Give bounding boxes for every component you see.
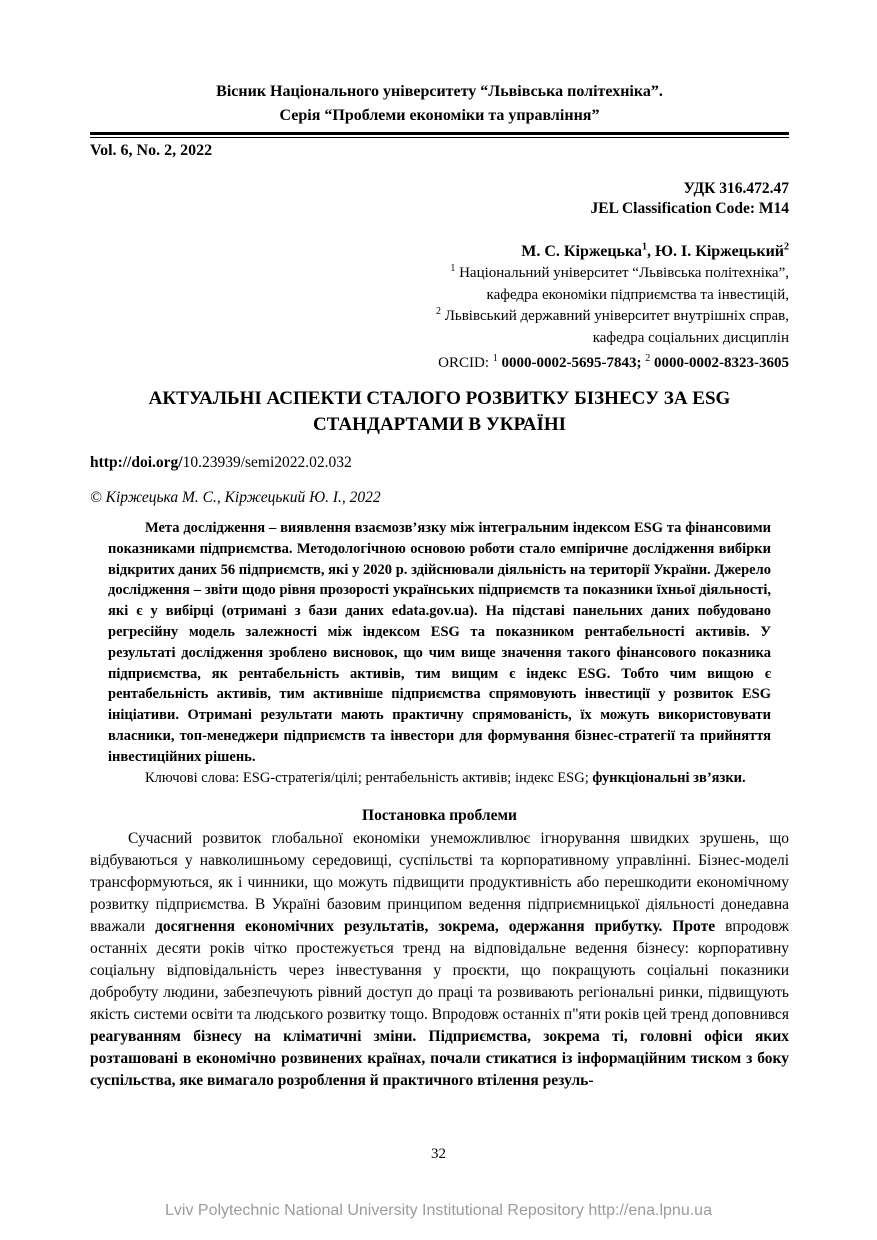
doi-suffix: 10.23939/semi2022.02.032 xyxy=(182,454,352,471)
author-1-footnote-mark: 1 xyxy=(641,241,647,253)
keywords-bold-tail: функціональні зв’язки. xyxy=(592,769,746,786)
orcid-label: ORCID: xyxy=(438,355,493,371)
copyright-line: © Кіржецька М. С., Кіржецький Ю. І., 2022 xyxy=(90,489,381,506)
affiliation-line: $^2$ Львівський державний університет внутрішніх справ, xyxy=(435,306,789,324)
orcid-footnote-mark-1: 1 xyxy=(492,353,498,364)
orcid-id-2: 0000-0002-8323-3605 xyxy=(654,355,789,371)
article-title: АКТУАЛЬНІ АСПЕКТИ СТАЛОГО РОЗВИТКУ БІЗНЕСУ ЗА ESG СТАНДАРТАМИ В УКРАЇНІ xyxy=(148,388,731,435)
doi-prefix: http://doi.org/ xyxy=(90,454,183,471)
keywords-line xyxy=(108,768,771,789)
orcid-line xyxy=(90,353,789,374)
journal-series: Серія “Проблеми економіки та управління” xyxy=(279,107,600,124)
orcid-footnote-mark-2: 2 xyxy=(645,353,651,364)
body-paragraph xyxy=(90,828,789,1092)
paragraph-run-bold: досягнення економічних результатів, зокрема, одержання прибутку. Проте xyxy=(155,918,716,936)
repository-footer-link[interactable]: Lviv Polytechnic National University Institutional Repository http://ena.lpnu.ua xyxy=(165,1202,712,1219)
journal-title: Вісник Національного університету “Львівська політехніка”. xyxy=(216,83,663,100)
udc-code: УДК 316.472.47 xyxy=(683,180,789,197)
paragraph-run: впродовж останніх десяти років чітко простежується тренд на відповідальне ведення бізнесу: корпоративну соціальну відповідальність через інвестування у проєкти, що покращують соціальні показники добробуту людини, забезпечують рівний доступ до праці та розвивають регіональні ринки, підвищують якість системи освіти та людського розвитку тощо. Впродовж останніх п"яти років цей тренд доповнився xyxy=(90,918,789,1024)
affiliation-line: $^1$ Національний університет “Львівська політехніка”, xyxy=(450,263,789,281)
paragraph-run: Сучасний розвиток глобальної економіки унеможливлює ігнорування швидких зрушень, що відбуваються у навколишньому середовищі, суспільстві та корпоративному управлінні. Бізнес-моделі трансформуються, як і чинники, що можуть підвищити продуктивність або перешкодити економічному розвитку підприємства. В Україні базовим принципом ведення підприємницької діяльності донедавна вважали xyxy=(90,830,789,936)
section-heading: Постановка проблеми xyxy=(362,807,517,825)
paragraph-run-bold: реагуванням бізнесу на кліматичні зміни. Підприємства, зокрема ті, головні офіси яких розташовані в економічно розвинених країнах, почали стикатися із інформаційним тиском з боку суспільства, яке вимагало розроблення й практичного втілення резуль- xyxy=(90,1028,789,1090)
journal-header xyxy=(90,80,789,128)
abstract-block xyxy=(108,518,771,788)
affiliation-footnote-mark: 1 xyxy=(450,263,456,274)
author-2-name: Ю. І. Кіржецький xyxy=(654,243,784,260)
authors-separator: , xyxy=(646,243,655,260)
jel-code: JEL Classification Code: M14 xyxy=(590,200,789,217)
keywords-lead: Ключові слова: ESG-стратегія/цілі; рентабельність активів; індекс ESG; xyxy=(145,769,593,786)
affiliation-footnote-mark: 2 xyxy=(435,306,441,317)
volume-issue: Vol. 6, No. 2, 2022 xyxy=(90,142,213,159)
page-number: 32 xyxy=(431,1146,446,1162)
doi-link[interactable] xyxy=(90,452,789,473)
affiliations-block xyxy=(90,263,789,349)
header-rule xyxy=(90,132,789,138)
affiliation-line: кафедра економіки підприємства та інвестицій, xyxy=(486,286,789,303)
authors-line xyxy=(90,241,789,262)
affiliation-line: кафедра соціальних дисциплін xyxy=(592,329,789,346)
abstract-text: Мета дослідження – виявлення взаємозв’язку між інтегральним індексом ESG та фінансовими показниками підприємства. Методологічною основою роботи стало емпіричне дослідження вибірки відкритих даних 56 підприємств, які у 2020 р. здійснювали діяльність на території України. Джерело дослідження – звіти щодо рівня прозорості українських підприємств та показники їхньої діяльності, які є у вибірці (отримані з бази даних edata.gov.ua). На підставі панельних даних побудовано регресійну модель залежності між індексом ESG та показником рентабельності активів. У результаті дослідження зроблено висновок, що чим вище значення такого фінансового показника підприємства, як рентабельність активів, тим вищим є індекс ESG. Тобто чим вищою є рентабельність активів, тим активніше підприємства спрямовують інвестиції у розвиток ESG ініціативи. Отримані результати мають практичну спрямованість, їх можуть використовувати власники, топ-менеджери підприємств та інвестори для формування бізнес-стратегії та прийняття інвестиційних рішень. xyxy=(108,520,771,765)
classification-block xyxy=(90,179,789,219)
author-1-name: М. С. Кіржецька xyxy=(521,243,642,260)
orcid-id-1: 0000-0002-5695-7843; xyxy=(501,355,642,371)
author-2-footnote-mark: 2 xyxy=(784,241,789,253)
